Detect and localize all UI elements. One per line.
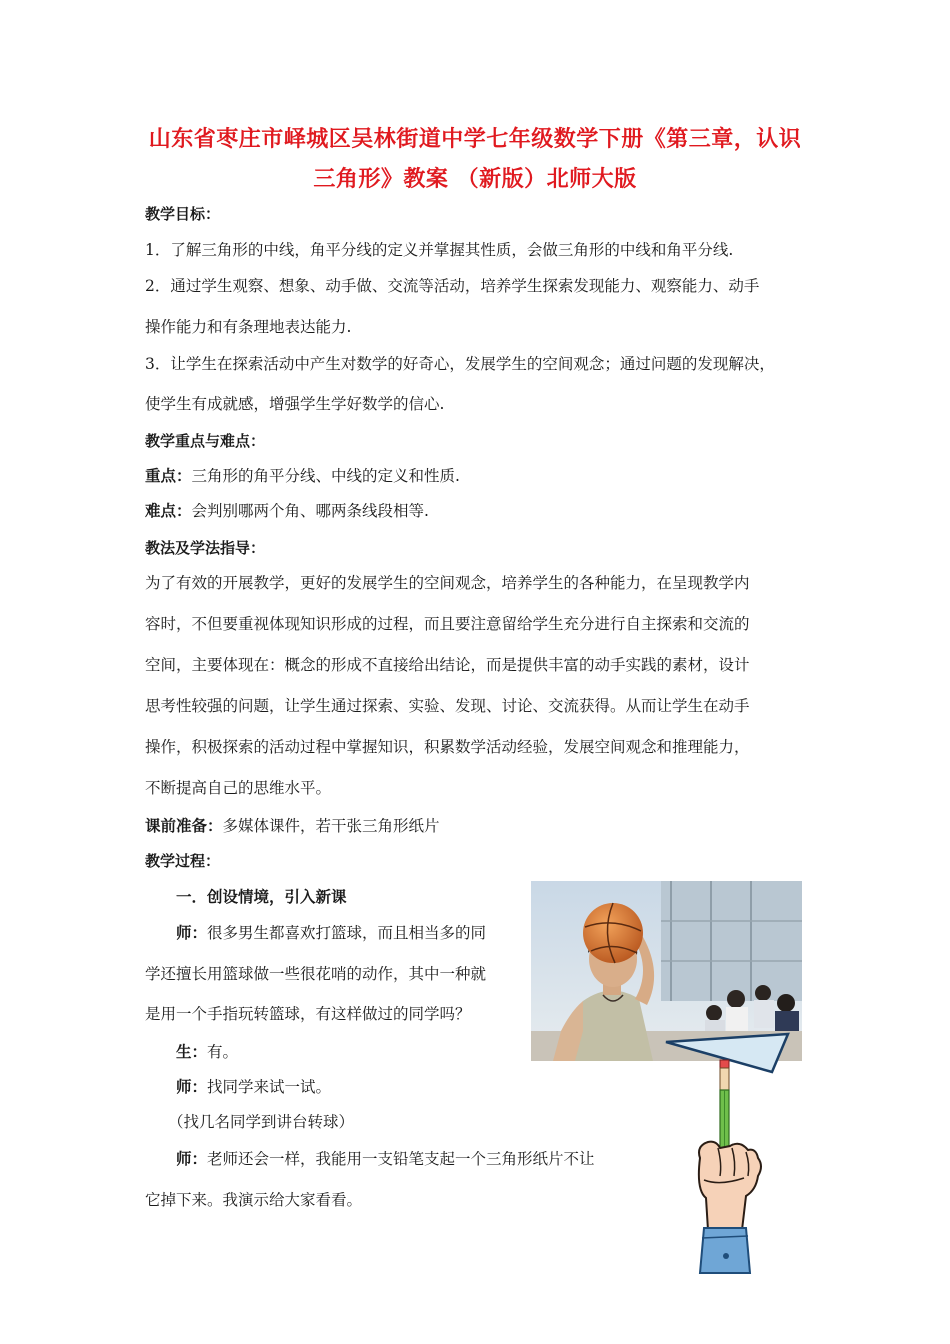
stage-note: （找几名同学到讲台转球） <box>168 1113 355 1131</box>
dialogue-teacher-3 <box>176 1147 595 1169</box>
hand-pencil-icon <box>660 1030 810 1275</box>
section-heading-1: 一．创设情境，引入新课 <box>176 888 347 906</box>
speaker-label: 师： <box>176 1078 208 1096</box>
goal-item-3-line2: 使学生有成就感，增强学生学好数学的信心. <box>145 395 445 413</box>
difficult-point-label: 难点： <box>145 502 192 520</box>
method-heading: 教法及学法指导： <box>145 539 266 557</box>
dialogue-continuation: 是用一个手指玩转篮球，有这样做过的同学吗？ <box>145 1005 471 1023</box>
dialogue-text: 有。 <box>207 1043 239 1061</box>
method-paragraph-line: 空间，主要体现在：概念的形成不直接给出结论，而是提供丰富的动手实践的素材，设计 <box>145 656 750 674</box>
document-title-line1: 山东省枣庄市峄城区吴林街道中学七年级数学下册《第三章，认识 <box>148 127 802 152</box>
keypoints-heading: 教学重点与难点： <box>145 432 266 450</box>
goals-heading: 教学目标： <box>145 205 221 223</box>
preparation <box>145 814 440 836</box>
document-title-line2: 三角形》教案 （新版）北师大版 <box>313 167 637 192</box>
goal-item-1: 1．了解三角形的中线，角平分线的定义并掌握其性质，会做三角形的中线和角平分线. <box>145 241 734 259</box>
speaker-label: 生： <box>176 1043 208 1061</box>
process-heading: 教学过程： <box>145 852 221 870</box>
goal-item-2-line1: 2．通过学生观察、想象、动手做、交流等活动，培养学生探索发现能力、观察能力、动手 <box>145 277 760 295</box>
method-paragraph-line: 思考性较强的问题，让学生通过探索、实验、发现、讨论、交流获得。从而让学生在动手 <box>145 697 750 715</box>
speaker-label: 师： <box>176 1150 208 1168</box>
dialogue-text: 很多男生都喜欢打篮球，而且相当多的同 <box>207 924 487 942</box>
method-paragraph-line: 容时，不但要重视体现知识形成的过程，而且要注意留给学生充分进行自主探索和交流的 <box>145 615 750 633</box>
dialogue-student-1 <box>176 1040 238 1062</box>
dialogue-text: 找同学来试一试。 <box>207 1078 332 1096</box>
dialogue-continuation: 学还擅长用篮球做一些很花哨的动作，其中一种就 <box>145 965 487 983</box>
goal-item-2-line2: 操作能力和有条理地表达能力. <box>145 318 352 336</box>
method-paragraph-line: 不断提高自己的思维水平。 <box>145 779 332 797</box>
key-point-text: 三角形的角平分线、中线的定义和性质. <box>191 467 460 485</box>
key-point <box>145 464 460 486</box>
hand-pencil-triangle-drawing <box>660 1030 810 1275</box>
dialogue-continuation: 它掉下来。我演示给大家看看。 <box>145 1191 363 1209</box>
dialogue-text: 老师还会一样，我能用一支铅笔支起一个三角形纸片不让 <box>207 1150 595 1168</box>
goal-item-3-line1: 3．让学生在探索活动中产生对数学的好奇心，发展学生的空间观念；通过问题的发现解决， <box>145 355 775 373</box>
dialogue-teacher-1 <box>176 921 486 943</box>
difficult-point-text: 会判别哪两个角、哪两条线段相等. <box>191 502 429 520</box>
dialogue-teacher-2 <box>176 1075 331 1097</box>
difficult-point <box>145 499 429 521</box>
key-point-label: 重点： <box>145 467 192 485</box>
preparation-label: 课前准备： <box>145 817 223 835</box>
speaker-label: 师： <box>176 924 208 942</box>
method-paragraph-line: 为了有效的开展教学，更好的发展学生的空间观念，培养学生的各种能力，在呈现教学内 <box>145 574 750 592</box>
preparation-text: 多媒体课件，若干张三角形纸片 <box>222 817 440 835</box>
method-paragraph-line: 操作，积极探索的活动过程中掌握知识，积累数学活动经验，发展空间观念和推理能力， <box>145 738 750 756</box>
